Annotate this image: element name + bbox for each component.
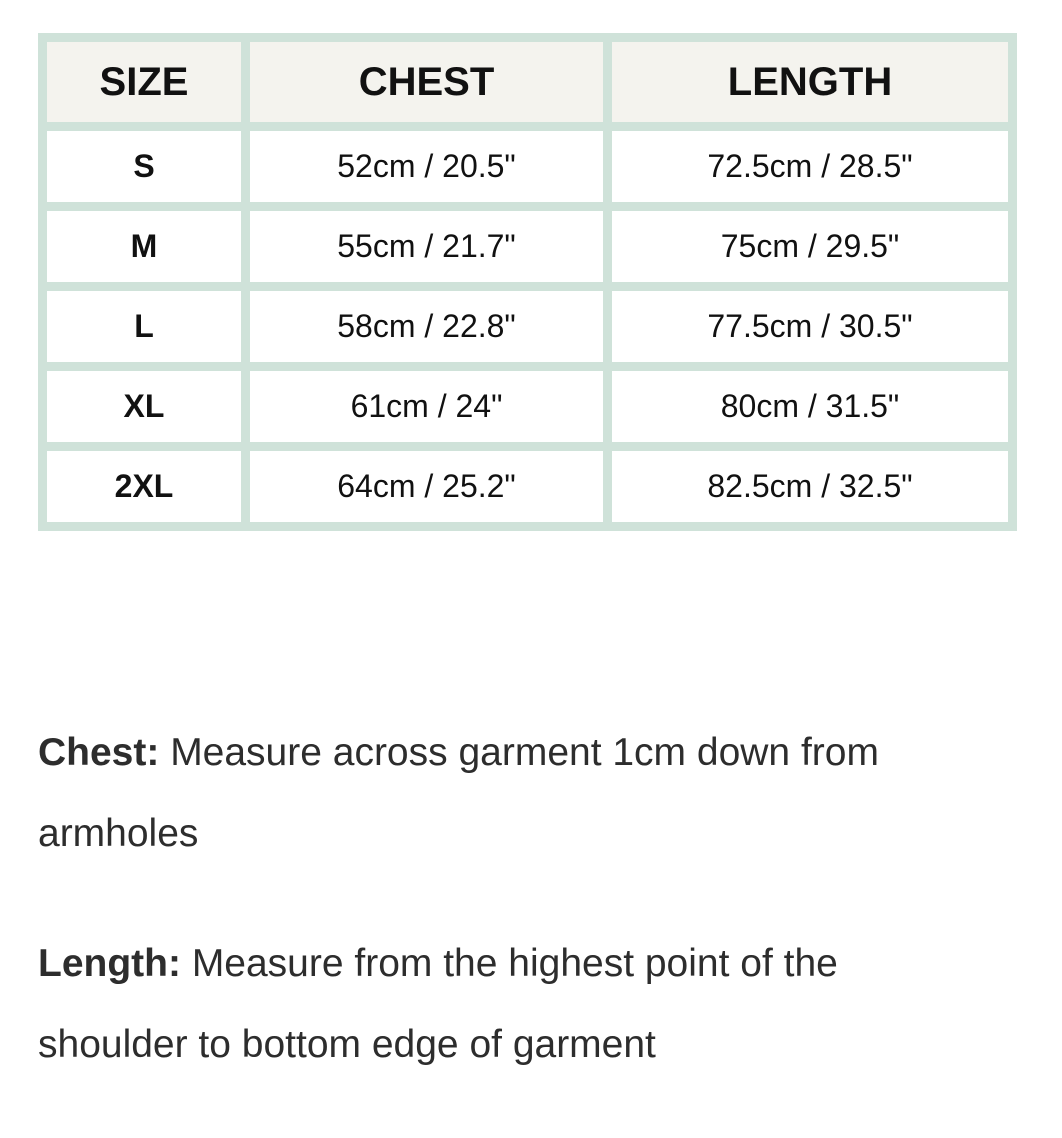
chest-note-text: Measure across garment 1cm down from armholes	[38, 731, 879, 855]
length-cell: 72.5cm / 28.5"	[612, 131, 1008, 202]
chest-cell: 52cm / 20.5"	[250, 131, 603, 202]
table-row	[47, 131, 1008, 202]
chest-cell: 64cm / 25.2"	[250, 451, 603, 522]
length-cell: 77.5cm / 30.5"	[612, 291, 1008, 362]
measurement-notes	[38, 712, 998, 1134]
size-cell: XL	[47, 371, 241, 442]
length-note-text: Measure from the highest point of the shoulder to bottom edge of garment	[38, 942, 838, 1066]
chest-cell: 58cm / 22.8"	[250, 291, 603, 362]
length-cell: 80cm / 31.5"	[612, 371, 1008, 442]
size-cell: 2XL	[47, 451, 241, 522]
length-cell: 75cm / 29.5"	[612, 211, 1008, 282]
length-note	[38, 923, 998, 1085]
chest-note	[38, 712, 998, 874]
chest-cell: 55cm / 21.7"	[250, 211, 603, 282]
table-row	[47, 291, 1008, 362]
size-cell: M	[47, 211, 241, 282]
size-cell: S	[47, 131, 241, 202]
length-cell: 82.5cm / 32.5"	[612, 451, 1008, 522]
table-header-row	[47, 42, 1008, 122]
chest-cell: 61cm / 24"	[250, 371, 603, 442]
header-chest: CHEST	[250, 42, 603, 122]
size-cell: L	[47, 291, 241, 362]
chest-note-label: Chest:	[38, 731, 160, 774]
size-chart-table	[38, 33, 1017, 531]
table-row	[47, 211, 1008, 282]
header-length: LENGTH	[612, 42, 1008, 122]
length-note-label: Length:	[38, 942, 181, 985]
header-size: SIZE	[47, 42, 241, 122]
table-row	[47, 371, 1008, 442]
table-row	[47, 451, 1008, 522]
